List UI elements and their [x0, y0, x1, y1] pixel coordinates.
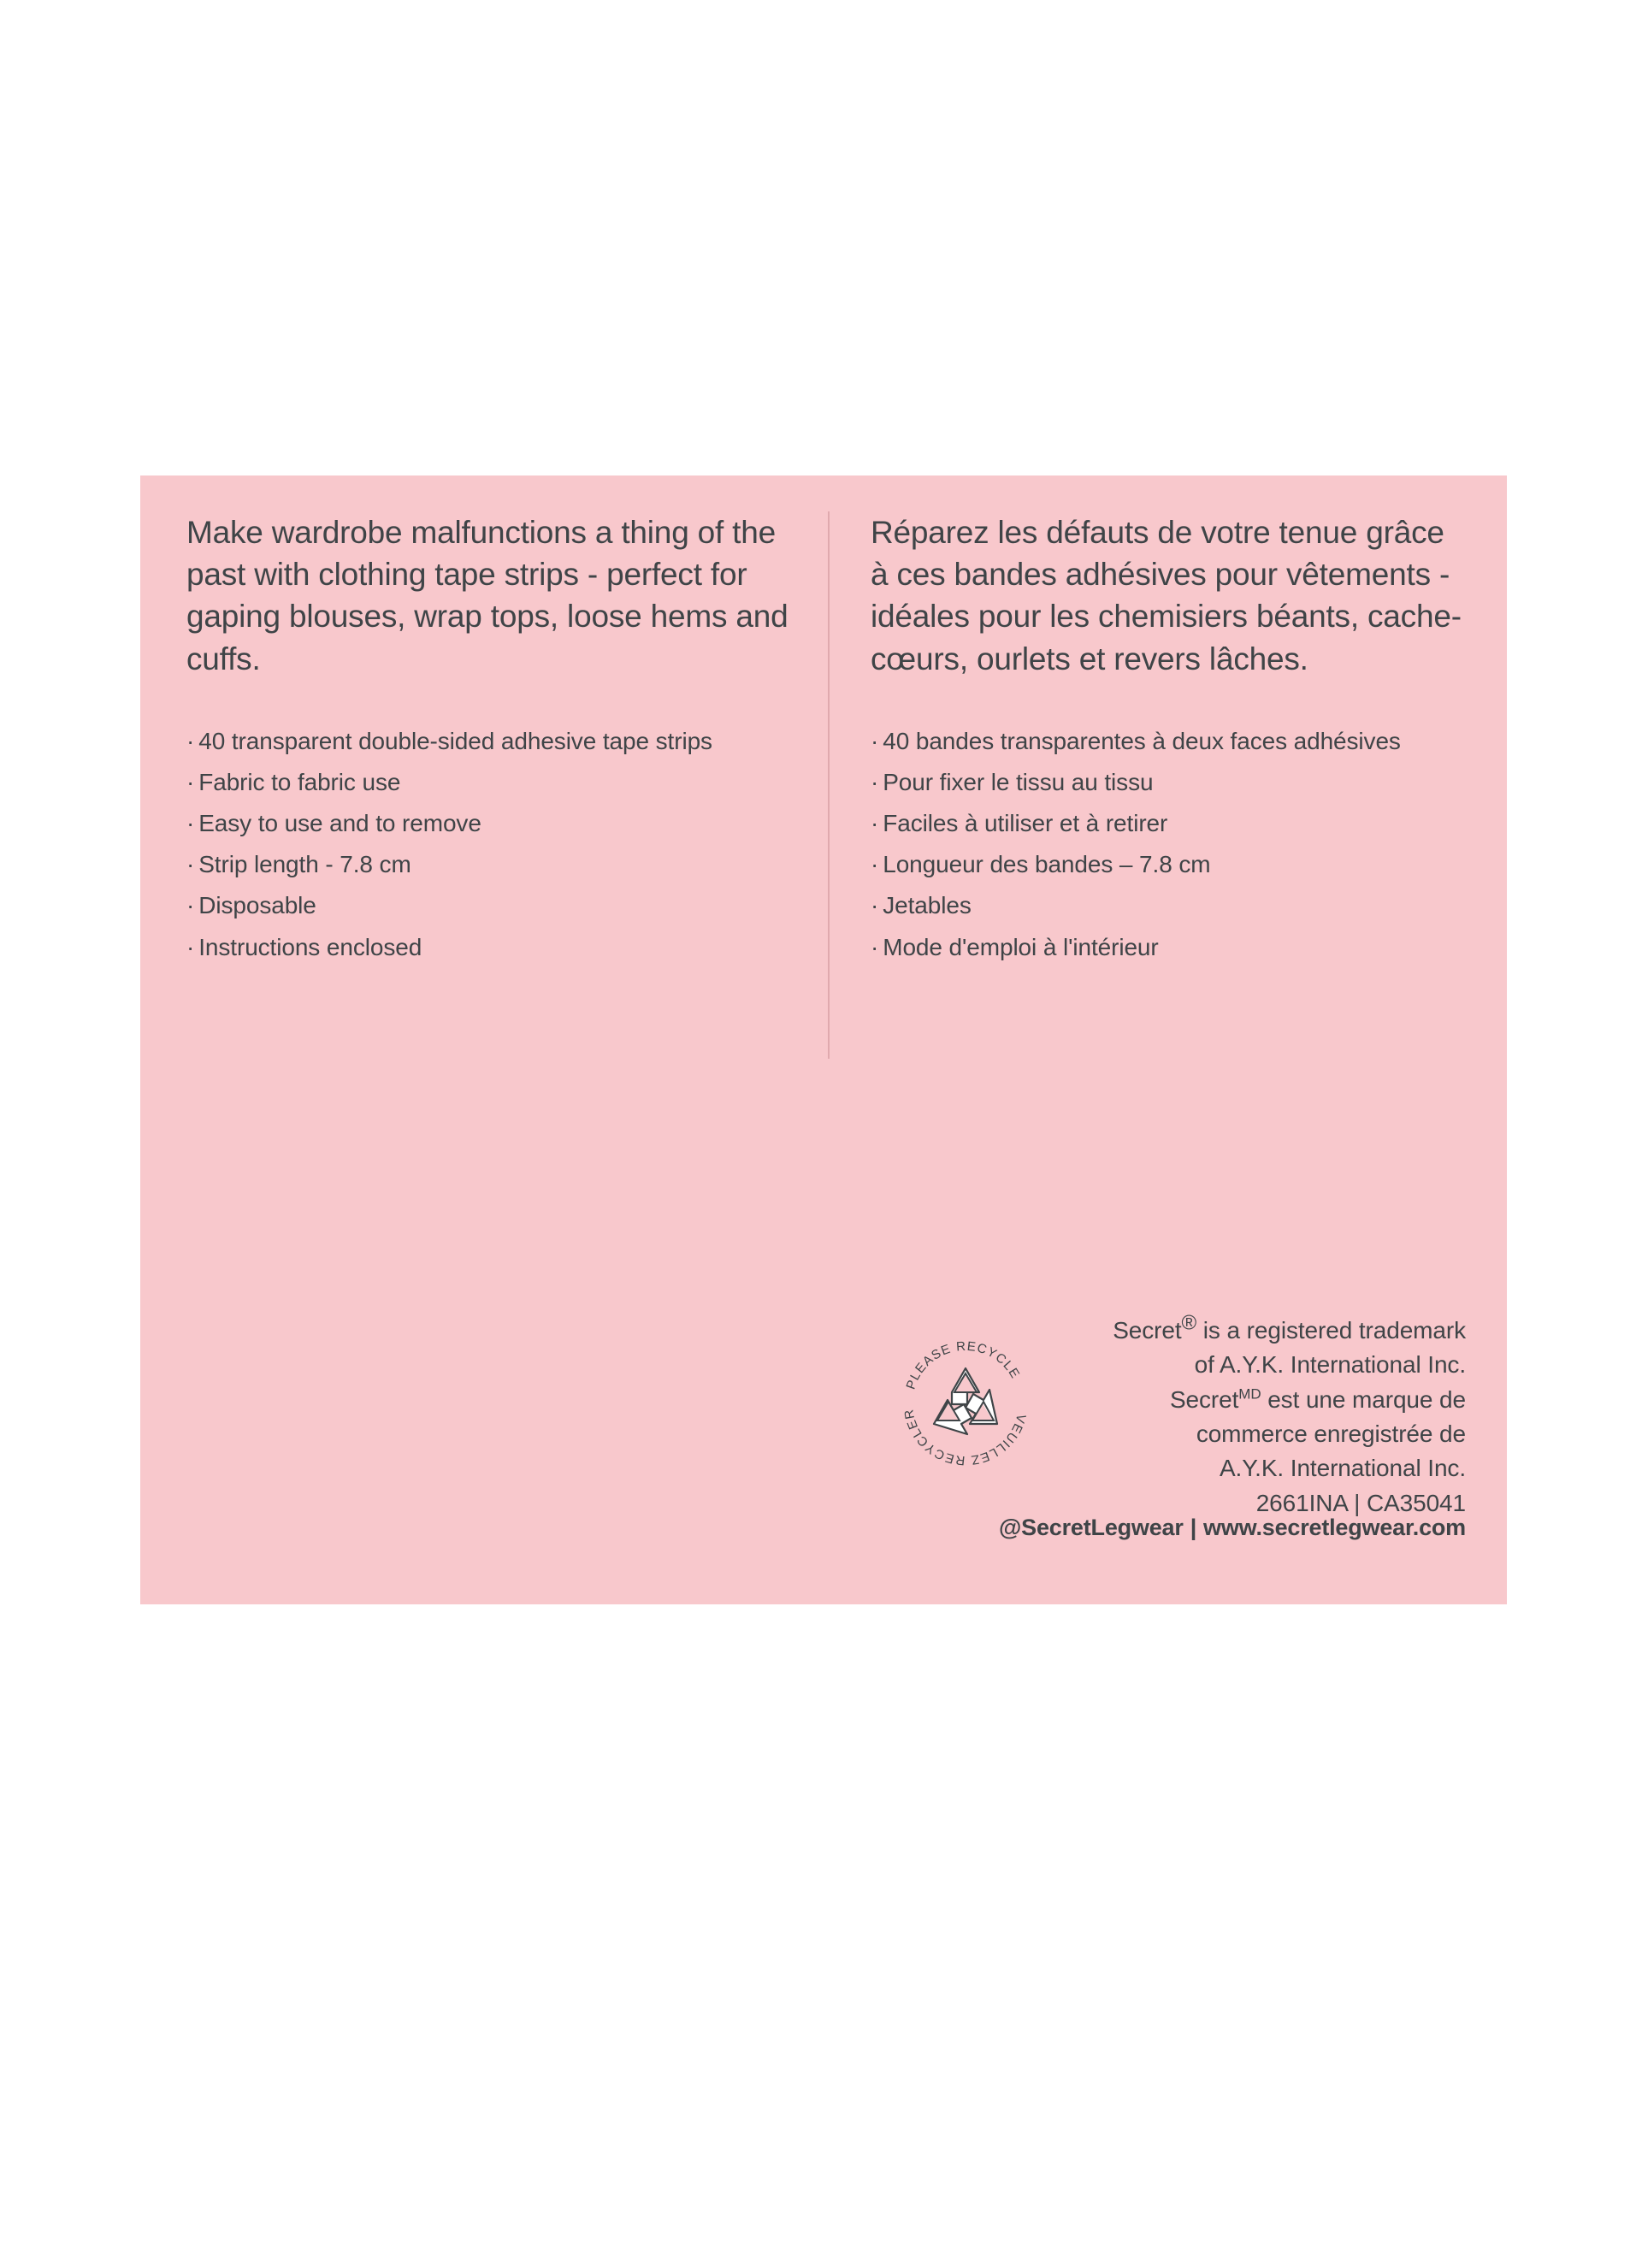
bullet-dot-icon: · [871, 933, 879, 960]
french-headline: Réparez les défauts de votre tenue grâce à ces bandes adhésives pour vêtements - idéales pour les chemisiers béants, cache-cœurs, ourlets et revers lâches. [871, 515, 1462, 676]
feature-text: Longueur des bandes – 7.8 cm [883, 851, 1211, 878]
product-codes: 2661INA | CA35041 [1255, 1489, 1466, 1516]
list-item [186, 844, 802, 885]
feature-text: Faciles à utiliser et à retirer [883, 810, 1168, 837]
bullet-dot-icon: · [186, 892, 195, 919]
social-row [867, 1515, 1466, 1541]
bullet-dot-icon: · [186, 933, 195, 960]
social-handle[interactable]: @SecretLegwear [999, 1515, 1184, 1540]
bullet-dot-icon: · [871, 768, 879, 795]
trademark-line-3: Secret$^{MD}$ est une marque de [1169, 1385, 1466, 1413]
list-item [871, 803, 1469, 844]
list-item [871, 721, 1469, 762]
list-item [871, 762, 1469, 803]
svg-text:VEUILLEZ RECYCLER: VEUILLEZ RECYCLER [901, 1407, 1029, 1468]
list-item [186, 721, 802, 762]
bullet-dot-icon: · [871, 892, 879, 919]
bullet-dot-icon: · [186, 810, 195, 837]
svg-text:PLEASE RECYCLE: PLEASE RECYCLE [903, 1338, 1023, 1391]
list-item [871, 885, 1469, 926]
english-column [186, 511, 828, 1059]
feature-text: Pour fixer le tissu au tissu [883, 768, 1154, 795]
french-column [828, 511, 1469, 1059]
list-item [871, 927, 1469, 968]
list-item [186, 927, 802, 968]
feature-text: Easy to use and to remove [198, 810, 481, 837]
trademark-line-1: Secret® is a registered trademark [1113, 1311, 1466, 1344]
feature-text: Fabric to fabric use [198, 768, 401, 795]
feature-text: 40 bandes transparentes à deux faces adhésives [883, 727, 1401, 754]
feature-text: 40 transparent double-sided adhesive tape strips [198, 727, 712, 754]
list-item [186, 885, 802, 926]
bullet-dot-icon: · [186, 768, 195, 795]
feature-text: Mode d'emploi à l'intérieur [883, 933, 1159, 960]
bullet-dot-icon: · [186, 851, 195, 878]
trademark-line-2: of A.Y.K. International Inc. [1194, 1351, 1466, 1379]
feature-text: Disposable [198, 892, 316, 919]
website-link[interactable]: www.secretlegwear.com [1203, 1515, 1466, 1540]
social-separator: | [1190, 1515, 1197, 1540]
feature-text: Instructions enclosed [198, 933, 422, 960]
md-superscript: MD [1238, 1385, 1261, 1403]
trademark-line-4: commerce enregistrée de [1196, 1420, 1466, 1447]
french-feature-list [871, 721, 1469, 968]
bilingual-columns [186, 511, 1469, 1059]
bullet-dot-icon: · [871, 727, 879, 754]
trademark-notice [970, 1311, 1466, 1521]
bullet-dot-icon: · [186, 727, 195, 754]
registered-symbol: ® [1181, 1311, 1197, 1335]
feature-text: Jetables [883, 892, 972, 919]
bullet-dot-icon: · [871, 810, 879, 837]
list-item [186, 803, 802, 844]
list-item [186, 762, 802, 803]
bullet-dot-icon: · [871, 851, 879, 878]
trademark-line-5: A.Y.K. International Inc. [1219, 1455, 1466, 1482]
english-feature-list [186, 721, 802, 968]
feature-text: Strip length - 7.8 cm [198, 851, 411, 878]
package-back-panel [140, 475, 1507, 1604]
list-item [871, 844, 1469, 885]
english-headline: Make wardrobe malfunctions a thing of the past with clothing tape strips - perfect for gaping blouses, wrap tops, loose hems and cuffs. [186, 515, 789, 676]
